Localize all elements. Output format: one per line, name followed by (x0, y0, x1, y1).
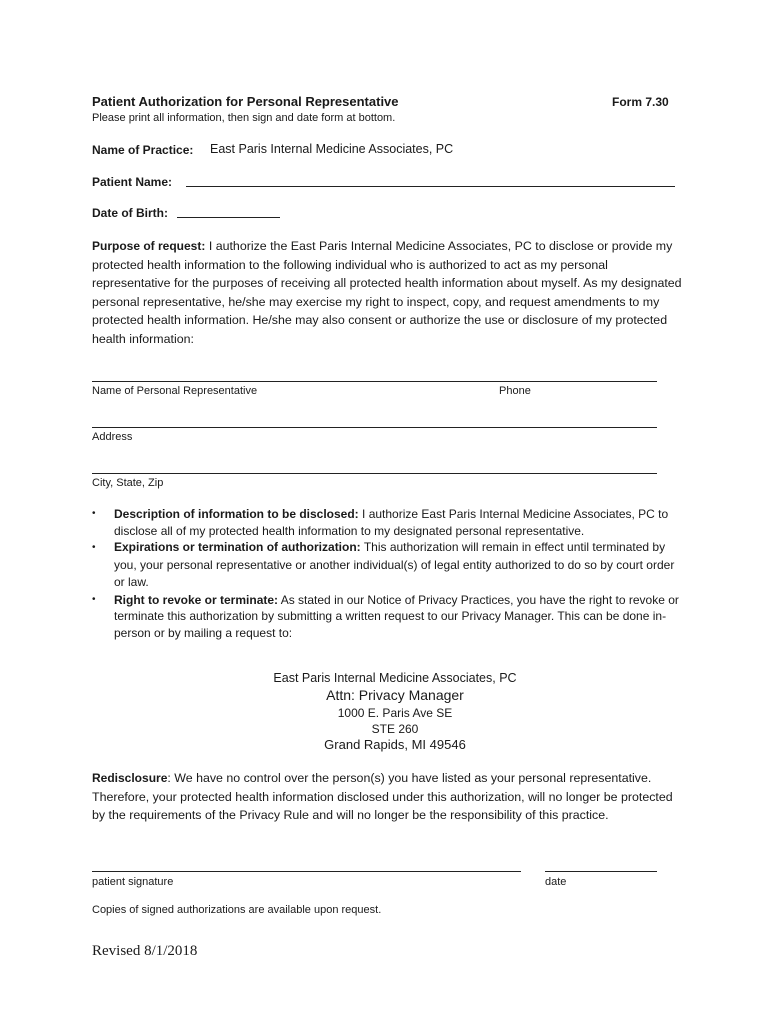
copies-available-note: Copies of signed authorizations are available upon request. (92, 904, 382, 916)
bullet-icon: • (92, 593, 96, 605)
rep-phone-label: Phone (499, 385, 531, 397)
patient-signature-label: patient signature (92, 876, 174, 888)
list-item (92, 592, 682, 642)
signature-date-field[interactable] (545, 871, 657, 872)
bullet-icon: • (92, 542, 96, 553)
signature-date-label: date (545, 876, 567, 888)
list-item (92, 539, 682, 592)
redisclosure-text: : We have no control over the person(s) you have listed as your personal representative. Therefore, your protected health information disclosed under this authorization, will no longer be protected by the requirements of the Privacy Rule and will no longer be the responsibility of this practice. (92, 771, 673, 823)
revision-date: Revised 8/1/2018 (92, 943, 198, 959)
purpose-text: I authorize the East Paris Internal Medicine Associates, PC to disclose or provide my protected health information to the following individual who is authorized to act as my personal representative for the purposes of receiving all protected health information about myself. As my designated personal representative, he/she may exercise my right to inspect, copy, and request amendments to my protected health information. He/she may also consent or authorize the use or disclosure of my protected health information: (92, 239, 682, 346)
expiration-text: This authorization will remain in effect until terminated by you, your personal representative or another individual(s) of legal entity authorized to do so by court order or law. (114, 540, 675, 589)
mailing-address-line-2: Attn: Privacy Manager (326, 687, 464, 703)
rep-name-label: Name of Personal Representative (92, 385, 258, 397)
form-instructions: Please print all information, then sign and date form at bottom. (92, 112, 396, 124)
date-of-birth-label: Date of Birth: (92, 206, 168, 220)
redisclosure-paragraph (92, 769, 688, 825)
practice-name-label: Name of Practice: (92, 143, 194, 157)
rep-city-state-zip-label: City, State, Zip (92, 477, 164, 489)
mailing-address-line-1: East Paris Internal Medicine Associates, PC (273, 671, 517, 685)
disclosure-description-heading: Description of information to be disclosed: (114, 507, 359, 521)
rep-name-phone-field[interactable] (92, 381, 657, 382)
purpose-label: Purpose of request: (92, 239, 206, 253)
revoke-text: As stated in our Notice of Privacy Practices, you have the right to revoke or terminate this authorization by submitting a written request to our Privacy Manager. This can be done in-person or by mailing a request to: (114, 592, 679, 640)
bullet-icon: • (92, 508, 96, 519)
practice-name-value: East Paris Internal Medicine Associates, PC (210, 142, 454, 156)
patient-name-label: Patient Name: (92, 175, 173, 189)
purpose-paragraph (92, 237, 688, 349)
form-number: Form 7.30 (612, 95, 669, 109)
date-of-birth-field[interactable] (177, 217, 280, 218)
patient-name-field[interactable] (186, 186, 675, 187)
list-item (92, 506, 682, 539)
expiration-heading: Expirations or termination of authorization: (114, 540, 361, 554)
authorization-terms-list (92, 506, 682, 641)
rep-address-label: Address (92, 431, 133, 443)
revoke-heading: Right to revoke or terminate: (114, 592, 279, 607)
form-title: Patient Authorization for Personal Representative (92, 94, 399, 109)
redisclosure-label: Redisclosure (92, 771, 168, 785)
disclosure-description-text: I authorize East Paris Internal Medicine Associates, PC to disclose all of my protected health information to my designated personal representative. (114, 507, 669, 538)
patient-signature-field[interactable] (92, 871, 521, 872)
mailing-address-line-3: 1000 E. Paris Ave SE (337, 706, 453, 720)
mailing-address-line-4: STE 260 (371, 722, 419, 736)
rep-address-field[interactable] (92, 427, 657, 428)
rep-city-state-zip-field[interactable] (92, 473, 657, 474)
mailing-address-line-5: Grand Rapids, MI 49546 (324, 737, 466, 752)
